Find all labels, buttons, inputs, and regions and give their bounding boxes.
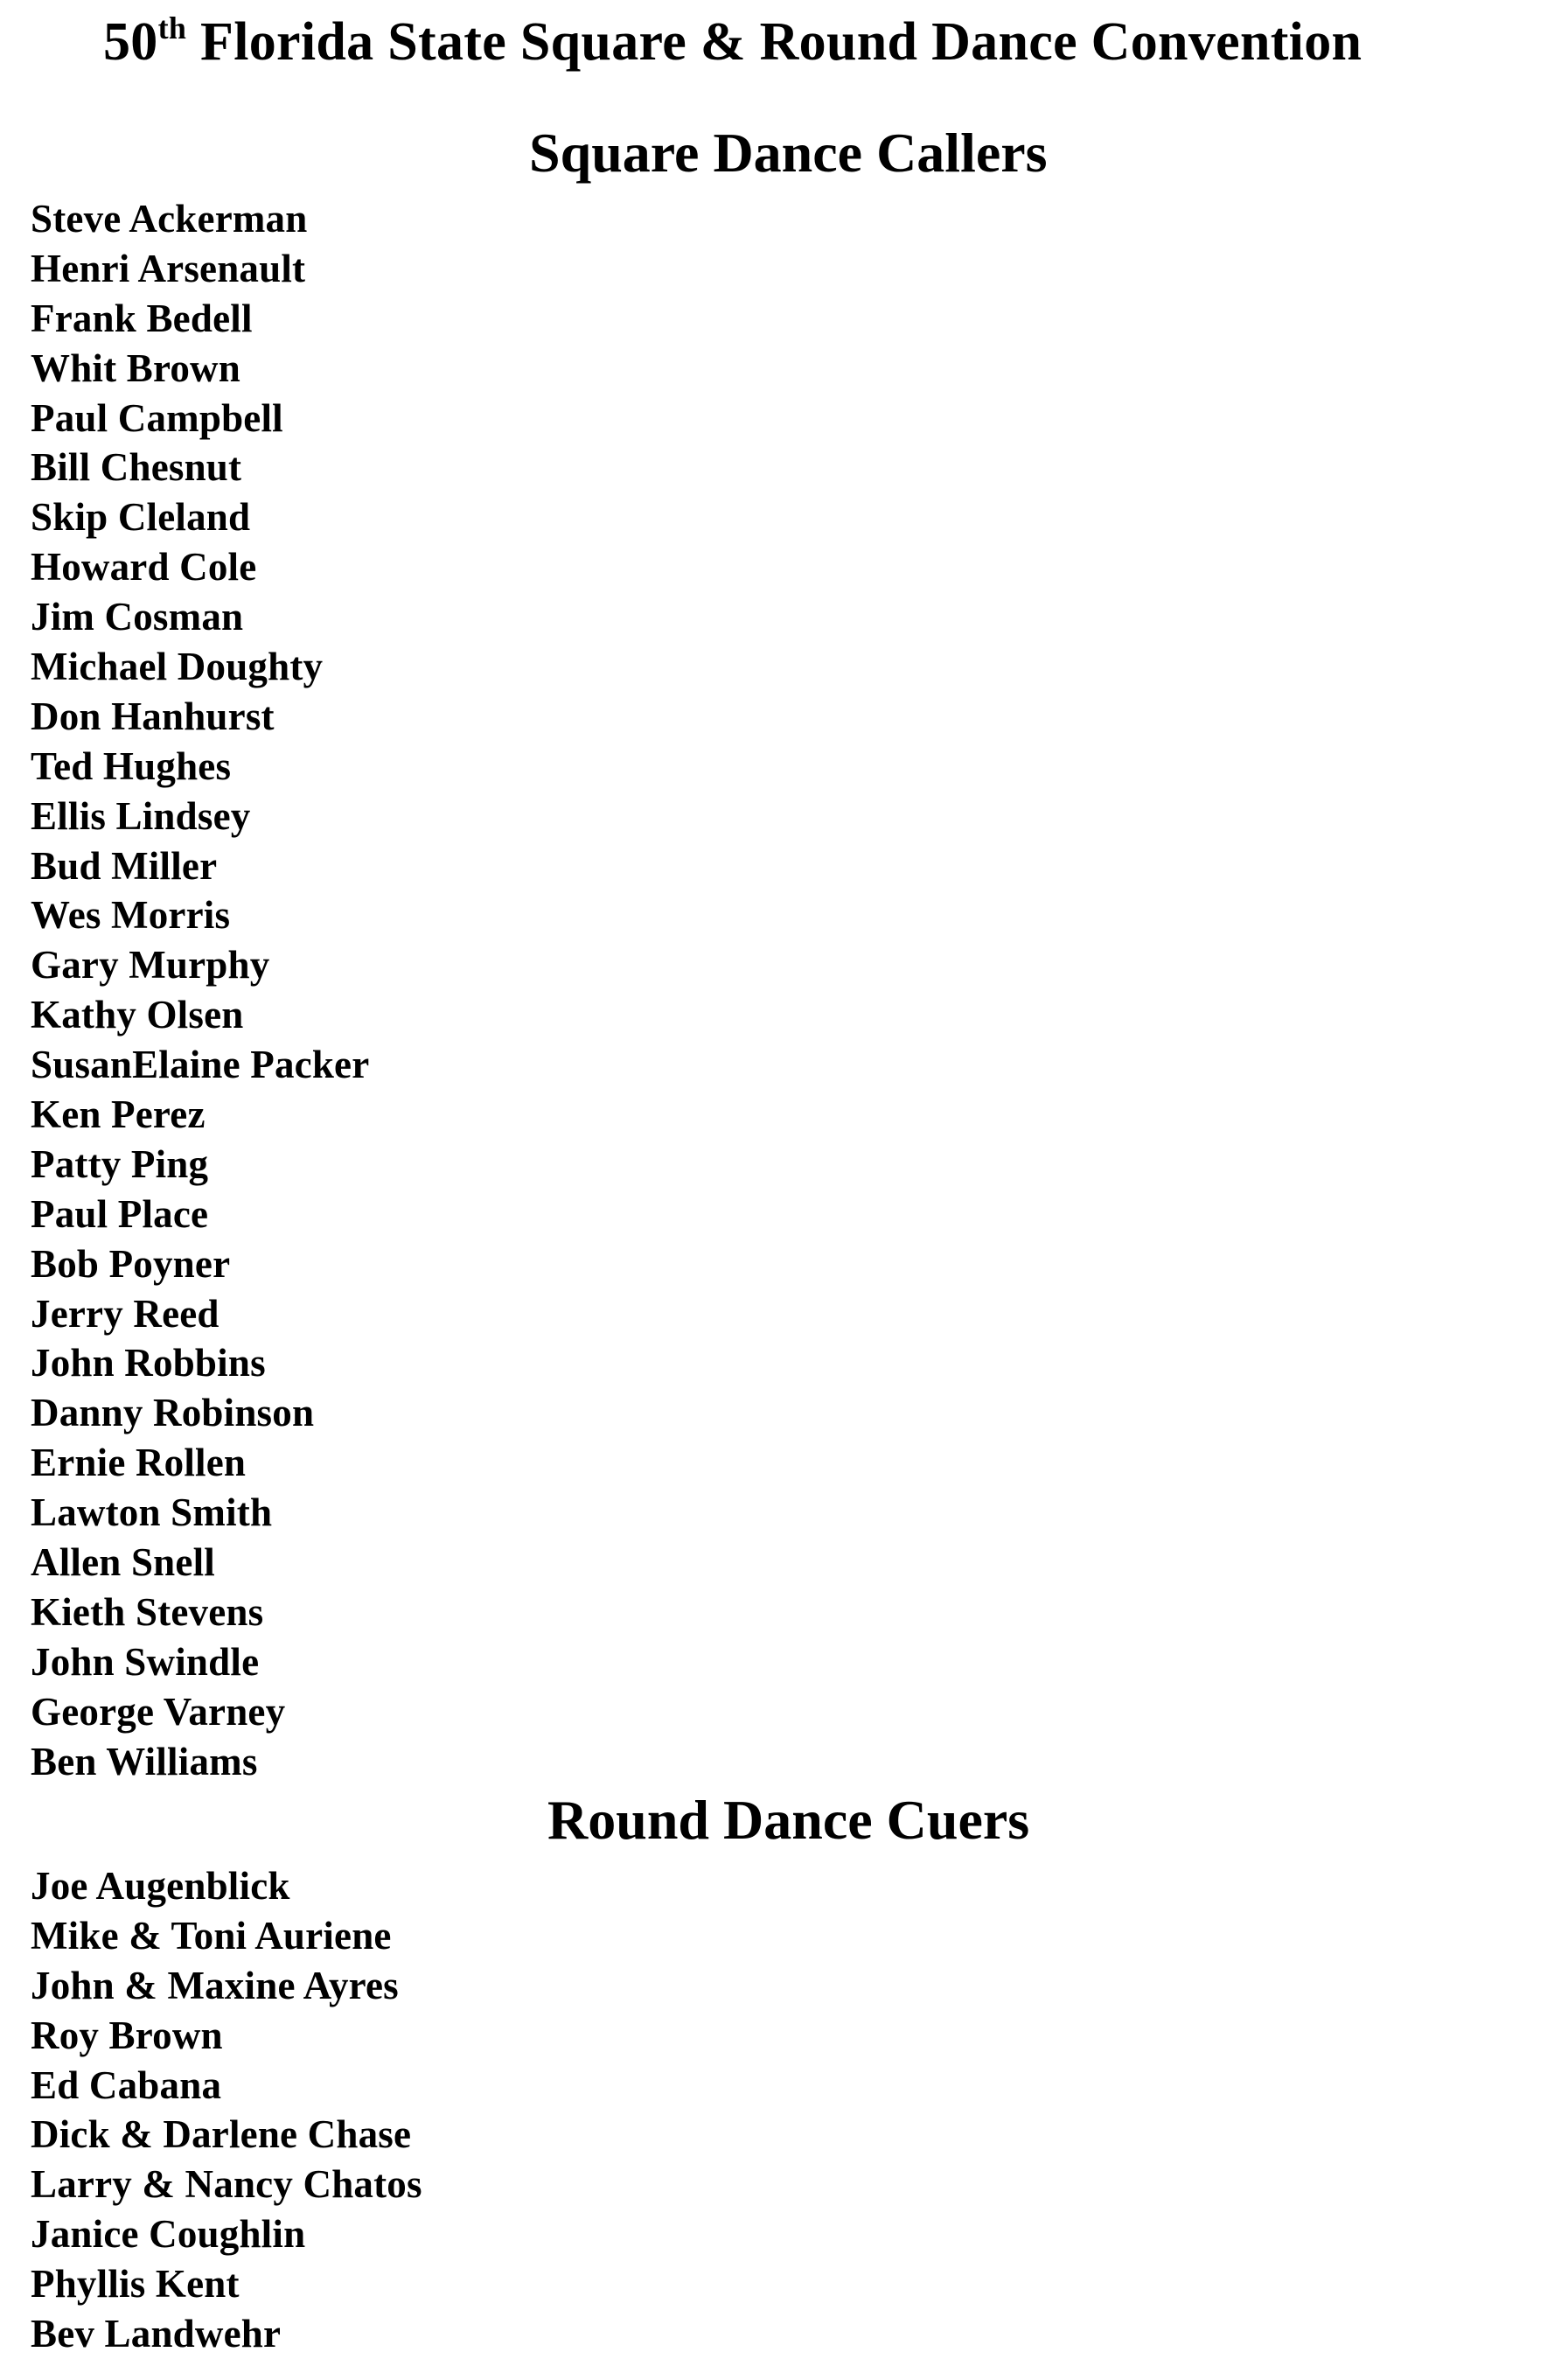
cuers-list — [31, 1861, 422, 2359]
caller-name: Ben Williams — [31, 1739, 258, 1783]
cuer-name: Roy Brown — [31, 2013, 223, 2057]
caller-name: Jerry Reed — [31, 1291, 220, 1336]
caller-name: Lawton Smith — [31, 1490, 273, 1535]
title-number: 50 — [103, 12, 158, 72]
caller-name: Skip Cleland — [31, 495, 251, 540]
caller-name: Paul Place — [31, 1191, 209, 1236]
caller-name: Henri Arsenault — [31, 246, 306, 290]
caller-name: Allen Snell — [31, 1540, 215, 1585]
page-title — [103, 7, 1362, 77]
caller-name: George Varney — [31, 1689, 286, 1734]
cuer-name: Larry & Nancy Chatos — [31, 2162, 422, 2207]
caller-name: Jim Cosman — [31, 595, 244, 639]
caller-name: Kieth Stevens — [31, 1589, 264, 1634]
title-ordinal-suffix: th — [157, 10, 187, 45]
caller-name: Patty Ping — [31, 1141, 209, 1186]
caller-name: Don Hanhurst — [31, 694, 275, 738]
caller-name: Gary Murphy — [31, 943, 270, 988]
caller-name: Danny Robinson — [31, 1391, 315, 1435]
caller-name: Frank Bedell — [31, 296, 253, 340]
caller-name: John Robbins — [31, 1341, 266, 1385]
caller-name: Bob Poyner — [31, 1241, 231, 1286]
cuer-name: Joe Augenblick — [31, 1864, 290, 1908]
caller-name: Bill Chesnut — [31, 445, 242, 490]
title-text: Florida State Square & Round Dance Convention — [200, 12, 1362, 72]
caller-name: Ellis Lindsey — [31, 793, 251, 838]
caller-name: Ken Perez — [31, 1092, 206, 1137]
cuer-name: Bev Landwehr — [31, 2312, 282, 2356]
caller-name: Michael Doughty — [31, 645, 324, 689]
caller-name: Paul Campbell — [31, 395, 283, 440]
cuer-name: Ed Cabana — [31, 2062, 222, 2107]
caller-name: Ted Hughes — [31, 743, 232, 788]
caller-name: Howard Cole — [31, 545, 257, 590]
caller-name: John Swindle — [31, 1639, 260, 1684]
round-dance-cuers-heading: Round Dance Cuers — [547, 1789, 1030, 1851]
caller-name: SusanElaine Packer — [31, 1043, 370, 1087]
callers-list — [31, 194, 369, 1787]
caller-name: Whit Brown — [31, 345, 240, 390]
caller-name: Wes Morris — [31, 893, 231, 938]
cuer-name: Phyllis Kent — [31, 2262, 240, 2307]
caller-name: Bud Miller — [31, 843, 218, 888]
cuer-name: Mike & Toni Auriene — [31, 1913, 392, 1958]
caller-name: Steve Ackerman — [31, 197, 308, 241]
cuer-name: John & Maxine Ayres — [31, 1963, 399, 2007]
caller-name: Ernie Rollen — [31, 1441, 247, 1485]
caller-name: Kathy Olsen — [31, 993, 244, 1037]
cuer-name: Janice Coughlin — [31, 2212, 306, 2257]
square-dance-callers-heading: Square Dance Callers — [529, 122, 1048, 184]
cuer-name: Dick & Darlene Chase — [31, 2112, 412, 2157]
